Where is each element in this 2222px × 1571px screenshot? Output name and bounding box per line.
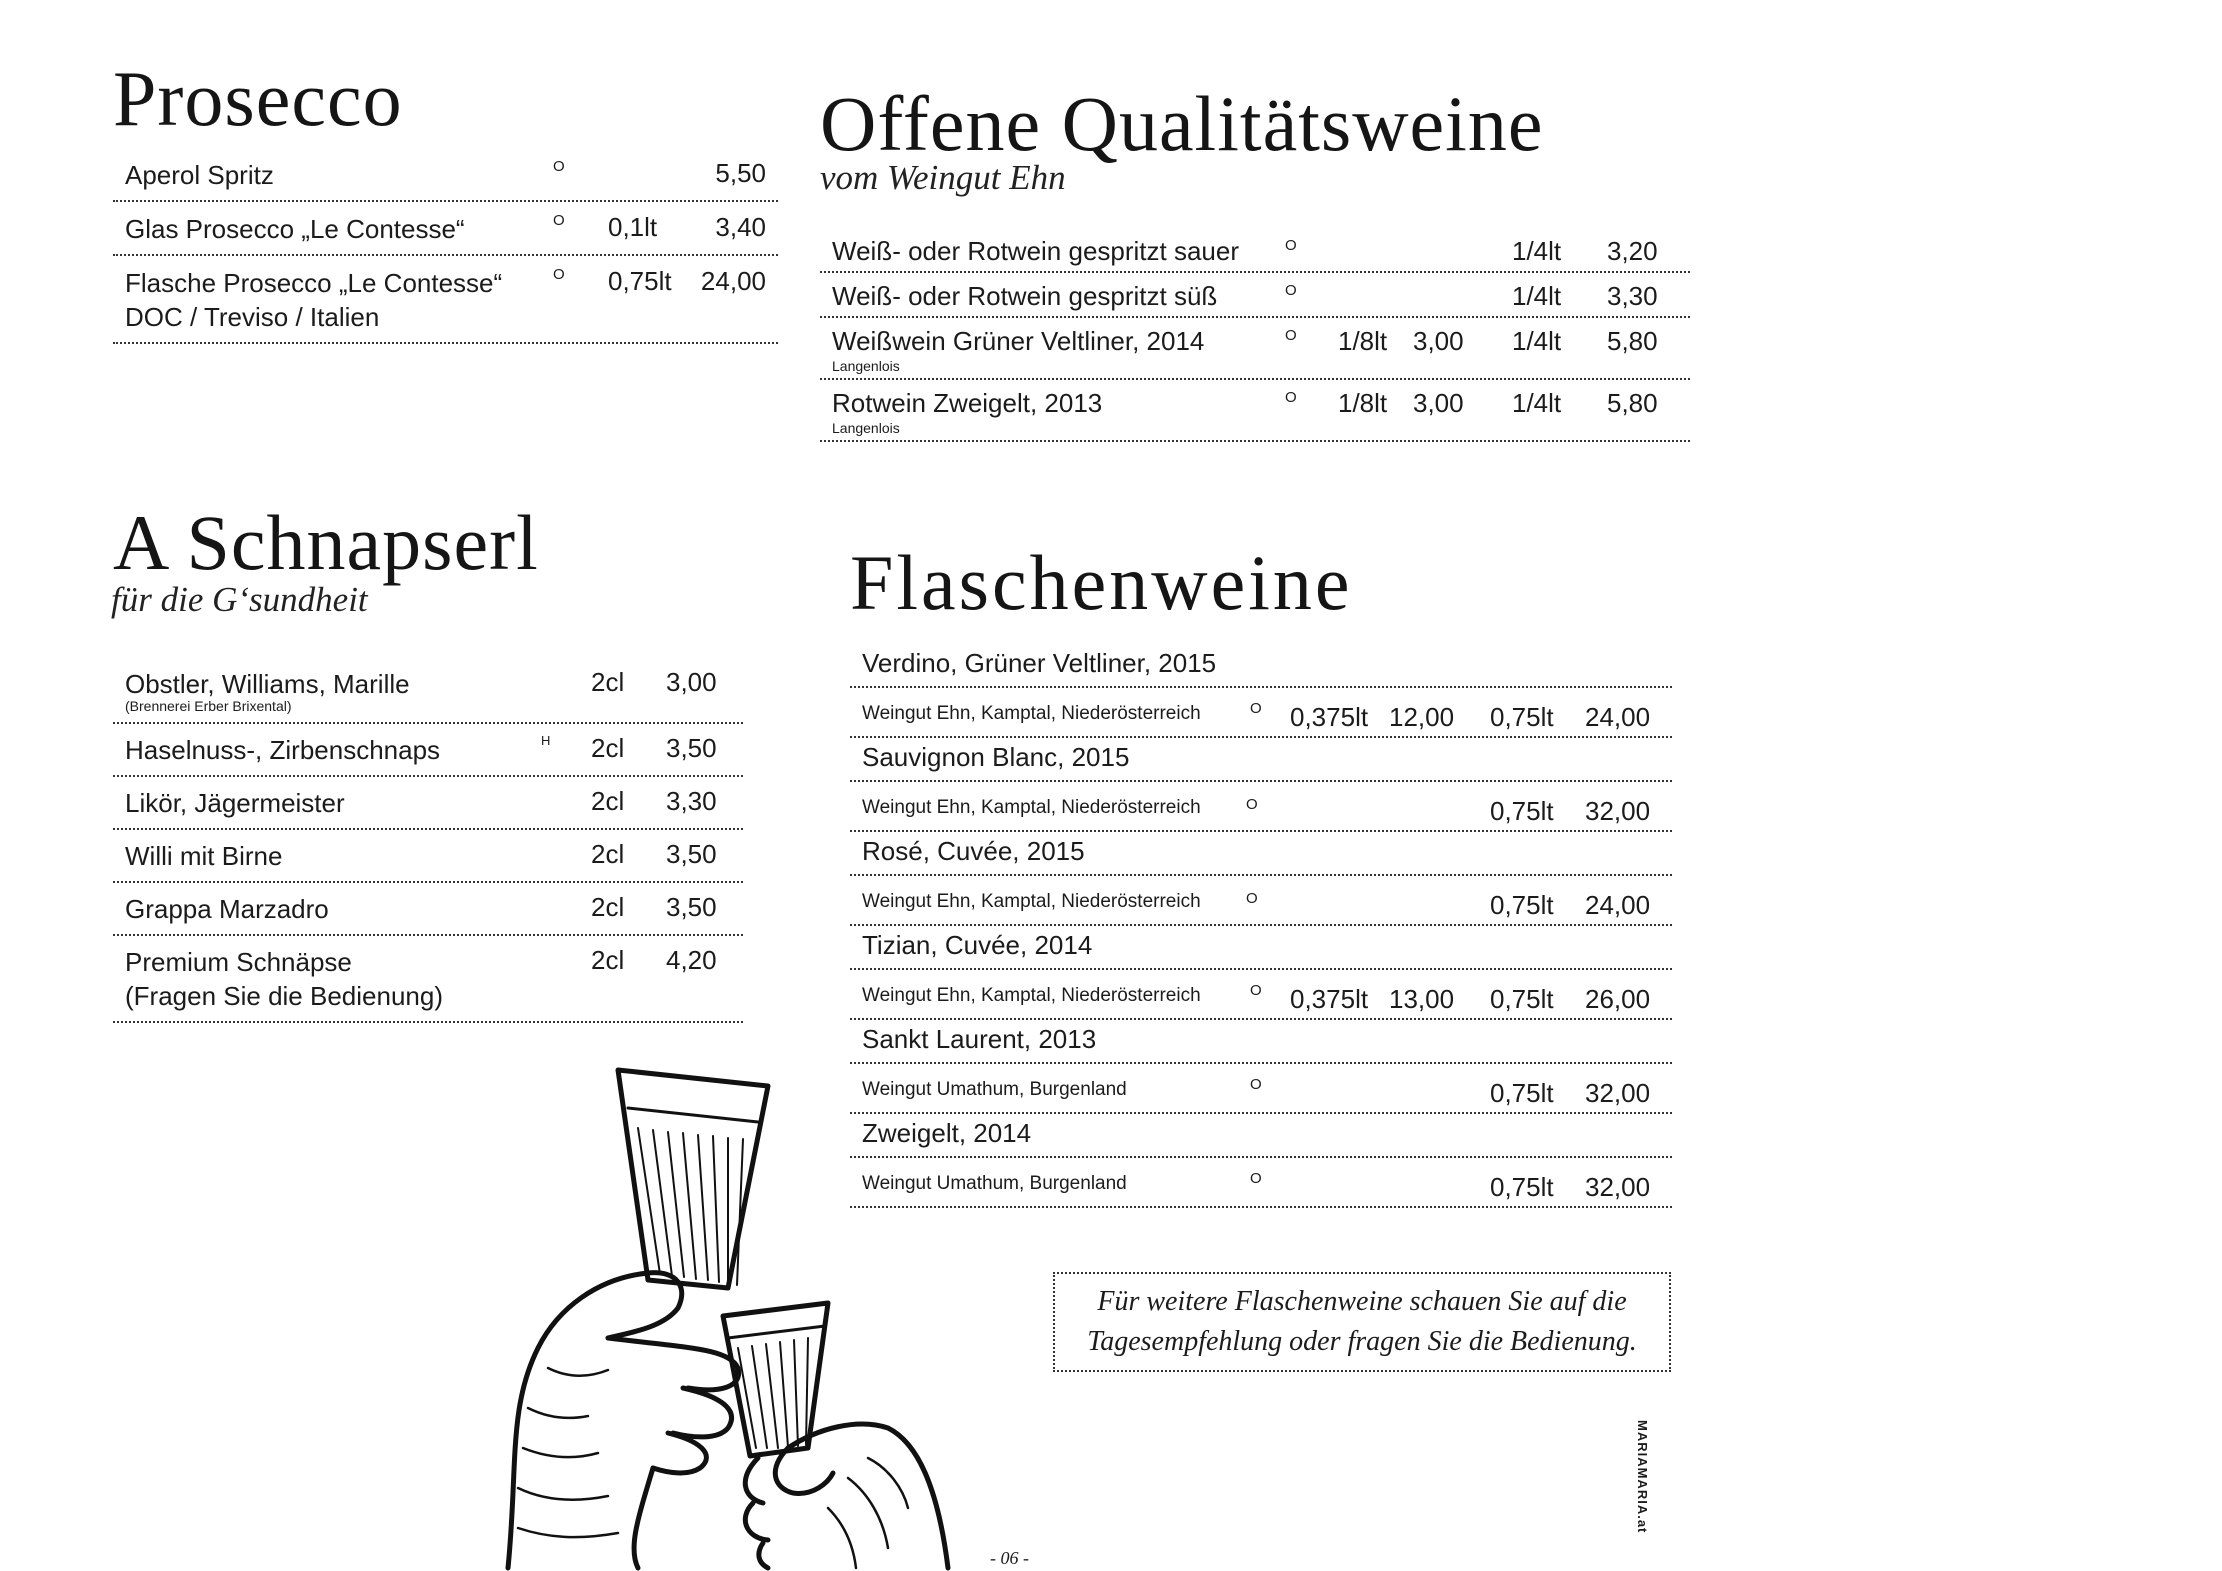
note-line-1: Für weitere Flaschenweine schauen Sie auf die [1097,1286,1627,1317]
wine-size-full: 0,75lt [1490,1172,1554,1202]
item-name: Premium Schnäpse [125,947,352,977]
wine-producer: Weingut Ehn, Kamptal, Niederösterreich [862,703,1201,724]
item-name: Aperol Spritz [125,160,274,190]
bottle-wines-section [850,540,1672,1208]
item-price-quarter: 5,80 [1607,388,1658,418]
item-price: 3,50 [666,733,717,763]
item-name: Willi mit Birne [125,841,283,871]
menu-item-row [820,380,1690,442]
item-size-quarter: 1/4lt [1512,236,1562,266]
shot-glasses-toast-icon [488,1048,958,1571]
item-name: Weiß- oder Rotwein gespritzt sauer [832,236,1240,266]
open-wines-subtitle: vom Weingut Ehn [820,158,1066,197]
wine-name: Tizian, Cuvée, 2014 [850,926,1672,970]
item-name: Obstler, Williams, Marille [125,669,410,699]
item-mark: O [1285,282,1297,299]
wine-size-full: 0,75lt [1490,796,1554,826]
wine-producer: Weingut Umathum, Burgenland [862,1079,1127,1100]
prosecco-section [113,56,778,344]
wine-price-full: 24,00 [1585,890,1651,920]
menu-item-row [113,830,743,883]
wine-size-half: 0,375lt [1290,702,1369,732]
wine-detail-row [850,1158,1672,1208]
item-price: 3,30 [666,786,717,816]
item-mark: O [1285,389,1297,406]
item-name: Weißwein Grüner Veltliner, 2014 [832,326,1205,356]
menu-item-row [113,202,778,256]
wine-price-full: 26,00 [1585,984,1651,1014]
wine-name: Verdino, Grüner Veltliner, 2015 [850,644,1672,688]
item-price-eighth: 3,00 [1413,326,1464,356]
item-size: 2cl [591,733,625,763]
item-price-quarter: 5,80 [1607,326,1658,356]
menu-item-row [113,148,778,202]
item-size-eighth: 1/8lt [1338,326,1388,356]
item-size: 2cl [591,786,625,816]
wine-producer: Weingut Ehn, Kamptal, Niederösterreich [862,891,1201,912]
wine-mark: O [1250,700,1262,717]
item-name: Grappa Marzadro [125,894,329,924]
item-size-eighth: 1/8lt [1338,388,1388,418]
wine-mark: O [1246,890,1258,907]
wine-detail-row [850,876,1672,926]
menu-item-row [820,228,1690,273]
page-number: - 06 - [990,1548,1029,1568]
wine-mark: O [1250,1076,1262,1093]
item-size: 2cl [591,945,625,975]
item-name-line2: (Fragen Sie die Bedienung) [125,981,443,1011]
schnaps-section [113,500,743,1023]
item-price: 3,00 [666,667,717,697]
wine-mark: O [1246,796,1258,813]
item-price: 4,20 [666,945,717,975]
menu-item-row [820,318,1690,380]
item-size: 2cl [591,892,625,922]
menu-item-row [113,777,743,830]
item-size-quarter: 1/4lt [1512,281,1562,311]
bottle-wines-title: Flaschenweine [850,539,1353,626]
bottle-wines-note [1053,1272,1671,1372]
item-name: Glas Prosecco „Le Contesse“ [125,214,465,244]
wine-name: Sankt Laurent, 2013 [850,1020,1672,1064]
open-wines-title: Offene Qualitätsweine [820,80,1544,167]
item-name: Weiß- oder Rotwein gespritzt süß [832,281,1218,311]
wine-name: Sauvignon Blanc, 2015 [850,738,1672,782]
brand-label: MARIAMARIA.at [1635,1420,1650,1534]
wine-name: Rosé, Cuvée, 2015 [850,832,1672,876]
item-price-quarter: 3,30 [1607,281,1658,311]
menu-item-row [113,724,743,777]
item-size: 2cl [591,667,625,697]
menu-item-row [113,936,743,1023]
item-price-quarter: 3,20 [1607,236,1658,266]
wine-size-full: 0,75lt [1490,984,1554,1014]
item-name-line2: DOC / Treviso / Italien [125,302,380,332]
wine-mark: O [1250,1170,1262,1187]
item-name: Likör, Jägermeister [125,788,345,818]
item-price: 3,50 [666,839,717,869]
item-mark: O [1285,237,1297,254]
note-line-2: Tagesempfehlung oder fragen Sie die Bedienung. [1087,1326,1637,1357]
item-size: 0,1lt [608,212,658,242]
wine-price-half: 13,00 [1389,984,1455,1014]
wine-size-full: 0,75lt [1490,1078,1554,1108]
item-price: 3,50 [666,892,717,922]
wine-detail-row [850,688,1672,738]
wine-size-full: 0,75lt [1490,890,1554,920]
wine-size-half: 0,375lt [1290,984,1369,1014]
item-mark: O [553,158,565,175]
wine-price-full: 32,00 [1585,796,1651,826]
item-size: 0,75lt [608,266,672,296]
item-size: 2cl [591,839,625,869]
item-price: 3,40 [715,212,766,242]
item-origin: Langenlois [832,358,900,374]
item-mark: H [541,733,551,748]
item-origin: (Brennerei Erber Brixental) [125,698,292,714]
menu-item-row [113,883,743,936]
menu-item-row [820,273,1690,318]
item-price-eighth: 3,00 [1413,388,1464,418]
wine-detail-row [850,970,1672,1020]
wine-detail-row [850,782,1672,832]
item-price: 5,50 [715,158,766,188]
schnaps-subtitle: für die G‘sundheit [111,580,368,619]
menu-item-row [113,658,743,724]
wine-producer: Weingut Ehn, Kamptal, Niederösterreich [862,797,1201,818]
item-size-quarter: 1/4lt [1512,326,1562,356]
item-name: Haselnuss-, Zirbenschnaps [125,735,441,765]
item-mark: O [553,266,565,283]
item-size-quarter: 1/4lt [1512,388,1562,418]
item-mark: O [553,212,565,229]
wine-mark: O [1250,982,1262,999]
wine-detail-row [850,1064,1672,1114]
wine-price-full: 24,00 [1585,702,1651,732]
wine-name: Zweigelt, 2014 [850,1114,1672,1158]
schnaps-title: A Schnapserl [113,499,539,586]
item-price: 24,00 [700,266,766,296]
wine-producer: Weingut Umathum, Burgenland [862,1173,1127,1194]
wine-price-half: 12,00 [1389,702,1455,732]
wine-price-full: 32,00 [1585,1172,1651,1202]
wine-producer: Weingut Ehn, Kamptal, Niederösterreich [862,985,1201,1006]
open-wines-section [820,82,1690,442]
item-mark: O [1285,327,1297,344]
item-origin: Langenlois [832,420,900,436]
item-name: Flasche Prosecco „Le Contesse“ [125,268,503,298]
wine-price-full: 32,00 [1585,1078,1651,1108]
wine-size-full: 0,75lt [1490,702,1554,732]
prosecco-title: Prosecco [113,55,403,142]
item-name: Rotwein Zweigelt, 2013 [832,388,1103,418]
menu-item-row [113,256,778,344]
